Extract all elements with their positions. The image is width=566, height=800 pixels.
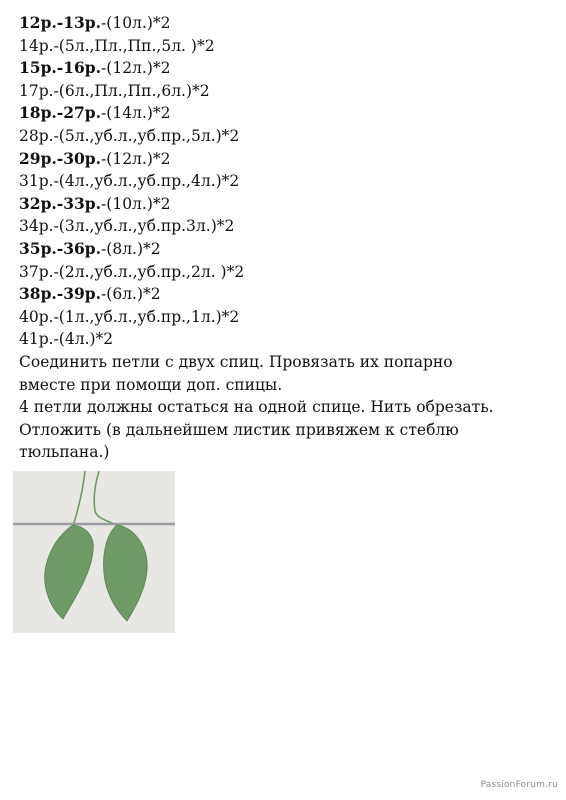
row-range-label: 32р.-33р. (19, 193, 102, 213)
pattern-row (19, 12, 549, 35)
row-instruction: -(14л.)*2 (101, 104, 171, 123)
pattern-row (19, 57, 549, 80)
row-instruction: -(10л.)*2 (101, 194, 171, 213)
pattern-row (19, 148, 549, 171)
row-range-label: 15р.-16р. (19, 58, 102, 78)
row-list (19, 12, 549, 351)
pattern-row (19, 102, 549, 125)
row-instruction: 17р.-(6л.,Пл.,Пп.,6л.)*2 (19, 81, 210, 100)
pattern-row (19, 80, 549, 103)
pattern-row (19, 215, 549, 238)
pattern-row (19, 170, 549, 193)
row-range-label: 18р.-27р. (19, 103, 102, 123)
instruction-paragraph-1: Соединить петли с двух спиц. Провязать их попарно вместе при помощи доп. спицы. (19, 352, 453, 394)
row-instruction: -(12л.)*2 (101, 59, 171, 78)
pattern-row (19, 193, 549, 216)
row-instruction: 28р.-(5л.,уб.л.,уб.пр.,5л.)*2 (19, 126, 240, 145)
row-instruction: -(12л.)*2 (101, 149, 171, 168)
pattern-text (19, 12, 549, 464)
row-instruction: 37р.-(2л.,уб.л.,уб.пр.,2л. )*2 (19, 262, 245, 281)
pattern-row (19, 261, 549, 284)
photo-illustration (13, 471, 175, 633)
row-instruction: 34р.-(3л.,уб.л.,уб.пр.3л.)*2 (19, 217, 235, 236)
row-instruction: 14р.-(5л.,Пл.,Пп.,5л. )*2 (19, 36, 215, 55)
instruction-paragraph-2: 4 петли должны остаться на одной спице. Нить обрезать. Отложить (в дальнейшем листик привяжем к стеблю тюльпана.) (19, 398, 494, 462)
pattern-row (19, 328, 549, 351)
knitted-leaves-photo (13, 471, 175, 633)
pattern-row (19, 125, 549, 148)
row-instruction: 41р.-(4л.)*2 (19, 330, 114, 349)
row-range-label: 12р.-13р. (19, 13, 102, 32)
watermark: PassionForum.ru (480, 780, 558, 790)
pattern-row (19, 35, 549, 58)
row-instruction: -(6л.)*2 (101, 285, 161, 304)
row-range-label: 38р.-39р. (19, 284, 102, 304)
row-instruction: 31р.-(4л.,уб.л.,уб.пр.,4л.)*2 (19, 172, 240, 191)
row-instruction: 40р.-(1л.,уб.л.,уб.пр.,1л.)*2 (19, 307, 240, 326)
pattern-row (19, 238, 549, 261)
pattern-row (19, 283, 549, 306)
row-range-label: 35р.-36р. (19, 238, 102, 258)
row-range-label: 29р.-30р. (19, 148, 102, 168)
pattern-row (19, 306, 549, 329)
row-instruction: -(8л.)*2 (101, 239, 161, 258)
row-instruction: -(10л.)*2 (101, 14, 171, 32)
